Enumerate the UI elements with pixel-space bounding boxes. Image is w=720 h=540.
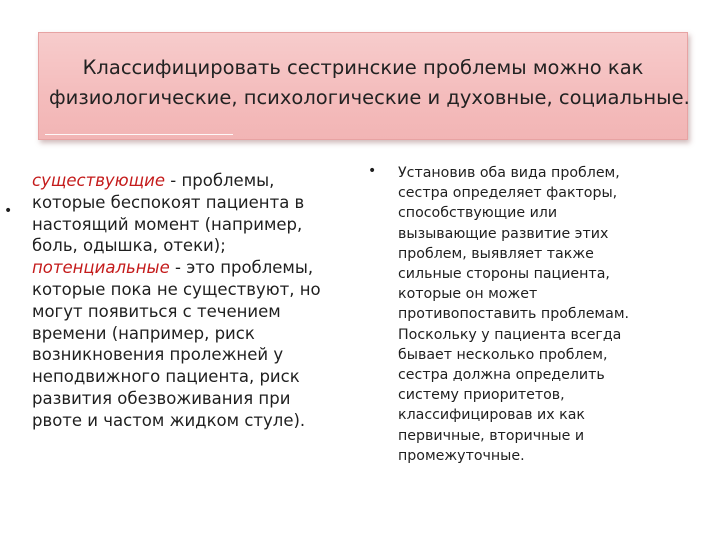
right-line-3: способствующие или <box>398 205 558 222</box>
slide-title <box>49 53 690 113</box>
left-line-3: настоящий момент (например, <box>32 214 303 234</box>
right-line-7: которые он может <box>398 286 538 303</box>
right-line-2: сестра определяет факторы, <box>398 185 618 202</box>
right-line-4: вызывающие развитие этих <box>398 225 609 242</box>
right-line-6: сильные стороны пациента, <box>398 266 610 283</box>
left-text-1a: - проблемы, <box>165 171 275 190</box>
title-underline <box>45 134 233 135</box>
right-line-9: Поскольку у пациента всегда <box>398 326 622 343</box>
right-line-11: сестра должна определить <box>398 367 605 384</box>
existing-problems-paragraph <box>32 170 352 257</box>
left-line-10: неподвижного пациента, риск <box>32 367 300 387</box>
potential-problems-paragraph <box>32 257 352 431</box>
left-line-4: боль, одышка, отеки); <box>32 236 226 256</box>
left-line-1 <box>32 170 352 192</box>
left-line-9: возникновения пролежней у <box>32 345 284 365</box>
left-line-5 <box>32 257 352 279</box>
right-line-13: классифицировав их как <box>398 407 585 424</box>
left-line-8: времени (например, риск <box>32 323 255 343</box>
right-line-15: промежуточные. <box>398 447 525 464</box>
right-line-12: систему приоритетов, <box>398 387 565 404</box>
right-line-14: первичные, вторичные и <box>398 427 585 444</box>
right-line-10: бывает несколько проблем, <box>398 346 608 363</box>
right-column <box>398 163 698 466</box>
title-line-2: физиологические, психологические и духовные, социальные. <box>49 86 690 109</box>
left-bullet-icon: • <box>4 203 13 219</box>
left-text-2a: - это проблемы, <box>169 258 314 278</box>
term-potential: потенциальные <box>32 258 170 278</box>
right-line-1: Установив оба вида проблем, <box>398 165 620 181</box>
left-line-12: рвоте и частом жидком стуле). <box>32 410 306 430</box>
left-line-7: могут появиться с течением <box>32 301 281 321</box>
title-line-1: Классифицировать сестринские проблемы можно как <box>82 56 644 79</box>
left-column <box>32 170 352 432</box>
left-line-6: которые пока не существуют, но <box>32 279 321 299</box>
right-bullet-icon: • <box>368 163 377 179</box>
left-line-2: которые беспокоят пациента в <box>32 192 305 212</box>
term-existing: существующие <box>32 171 166 190</box>
title-box <box>38 32 688 140</box>
right-line-8: противопоставить проблемам. <box>398 306 630 323</box>
right-line-5: проблем, выявляет также <box>398 245 594 262</box>
left-line-11: развития обезвоживания при <box>32 388 291 408</box>
